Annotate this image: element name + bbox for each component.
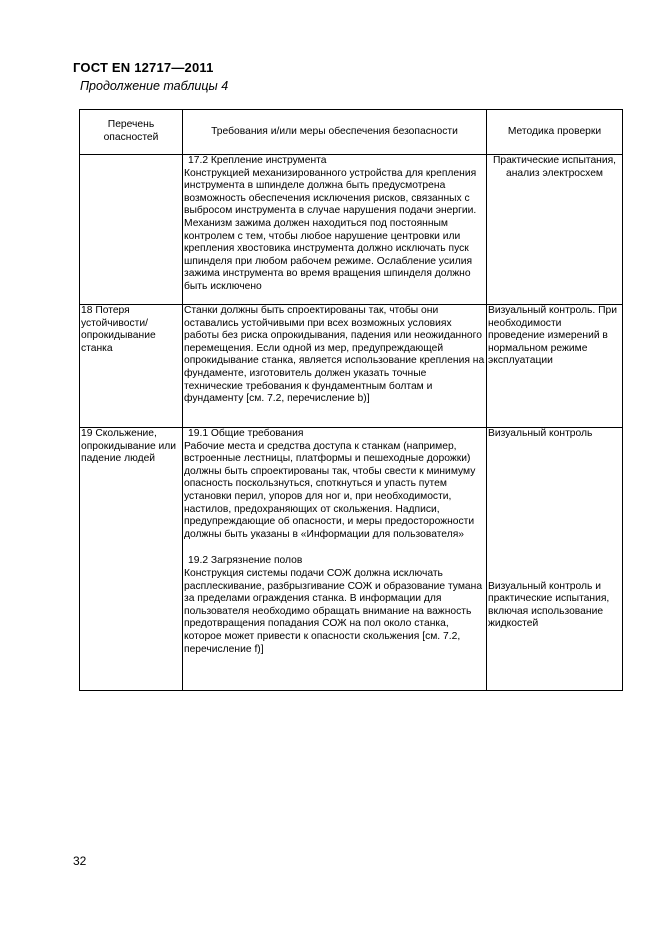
requirements-cell [183, 155, 487, 305]
table-header-row [80, 110, 623, 155]
method-cell [487, 428, 623, 691]
page-number: 32 [73, 854, 87, 868]
requirement-text-2: Конструкция системы подачи СОЖ должна исключать расплескивание, разбрызгивание СОЖ и образование тумана за пределами ограждения станка. В информации для пользователя необходимо обращать внимание на важность предотвращения попадания СОЖ на пол около станка, которое может привести к опасности скольжения [см. 7.2, перечисление f)] [184, 567, 483, 655]
requirements-table [79, 109, 623, 691]
requirements-cell [183, 428, 487, 691]
column-header-hazards: Перечень опасностей [80, 110, 183, 155]
method-cell: Визуальный контроль. При необходимости проведение измерений в нормальном режиме эксплуатации [487, 305, 623, 428]
method-text-2: Визуальный контроль и практические испытания, включая использование жидкостей [488, 580, 610, 630]
requirement-title: 19.1 Общие требования [188, 428, 304, 439]
table-row [80, 428, 623, 691]
requirement-text: Конструкцией механизированного устройства для крепления инструмента в шпинделе должна быть предусмотрена возможность обеспечения исключения рисков, связанных с выбросом инструмента в случае нарушения подачи энергии. Механизм зажима должен находиться под постоянным контролем с тем, чтобы любое нарушение центровки или крепления хвостовика инструмента должно исключать пуск шпинделя при любом рабочем режиме. Ослабление усилия зажима инструмента во время вращения шпинделя должно быть исключено [184, 167, 477, 292]
table-row [80, 305, 623, 428]
requirement-text: Станки должны быть спроектированы так, чтобы они оставались устойчивыми при всех возможных условиях работы без риска опрокидывания, падения или неожиданного перемещения. Если одной из мер, предупреждающей опрокидывание станка, является использование крепления на фундаменте, изготовитель должен указать точные технические требования к фундаментным болтам и фундаменту [см. 7.2, перечисление b)] [184, 305, 485, 405]
requirement-title-2: 19.2 Загрязнение полов [188, 555, 303, 567]
hazard-cell: 18 Потеря устойчивости/ опрокидывание станка [80, 305, 183, 428]
hazard-cell [80, 155, 183, 305]
method-text: Визуальный контроль [488, 428, 593, 439]
requirement-text: Рабочие места и средства доступа к станкам (например, встроенные лестницы, платформы и пешеходные дорожки) должны быть спроектированы так, чтобы свести к минимуму опасность поскользнуться, споткнуться и упасть путем установки перил, упоров для ног и, при необходимости, настилов, предохраняющих от скольжения. Надписи, предупреждающие об опасности, и меры предосторожности должны быть указаны в «Информации для пользователя» [184, 440, 476, 540]
table-caption: Продолжение таблицы 4 [80, 79, 229, 93]
standard-code: ГОСТ EN 12717—2011 [73, 60, 214, 75]
column-header-requirements: Требования и/или меры обеспечения безопасности [183, 110, 487, 155]
table-row [80, 155, 623, 305]
requirements-cell [183, 305, 487, 428]
method-cell: Практические испытания, анализ электросхем [487, 155, 623, 305]
hazard-cell: 19 Скольжение, опрокидывание или падение людей [80, 428, 183, 691]
requirement-title: 17.2 Крепление инструмента [188, 155, 327, 166]
column-header-method: Методика проверки [487, 110, 623, 155]
